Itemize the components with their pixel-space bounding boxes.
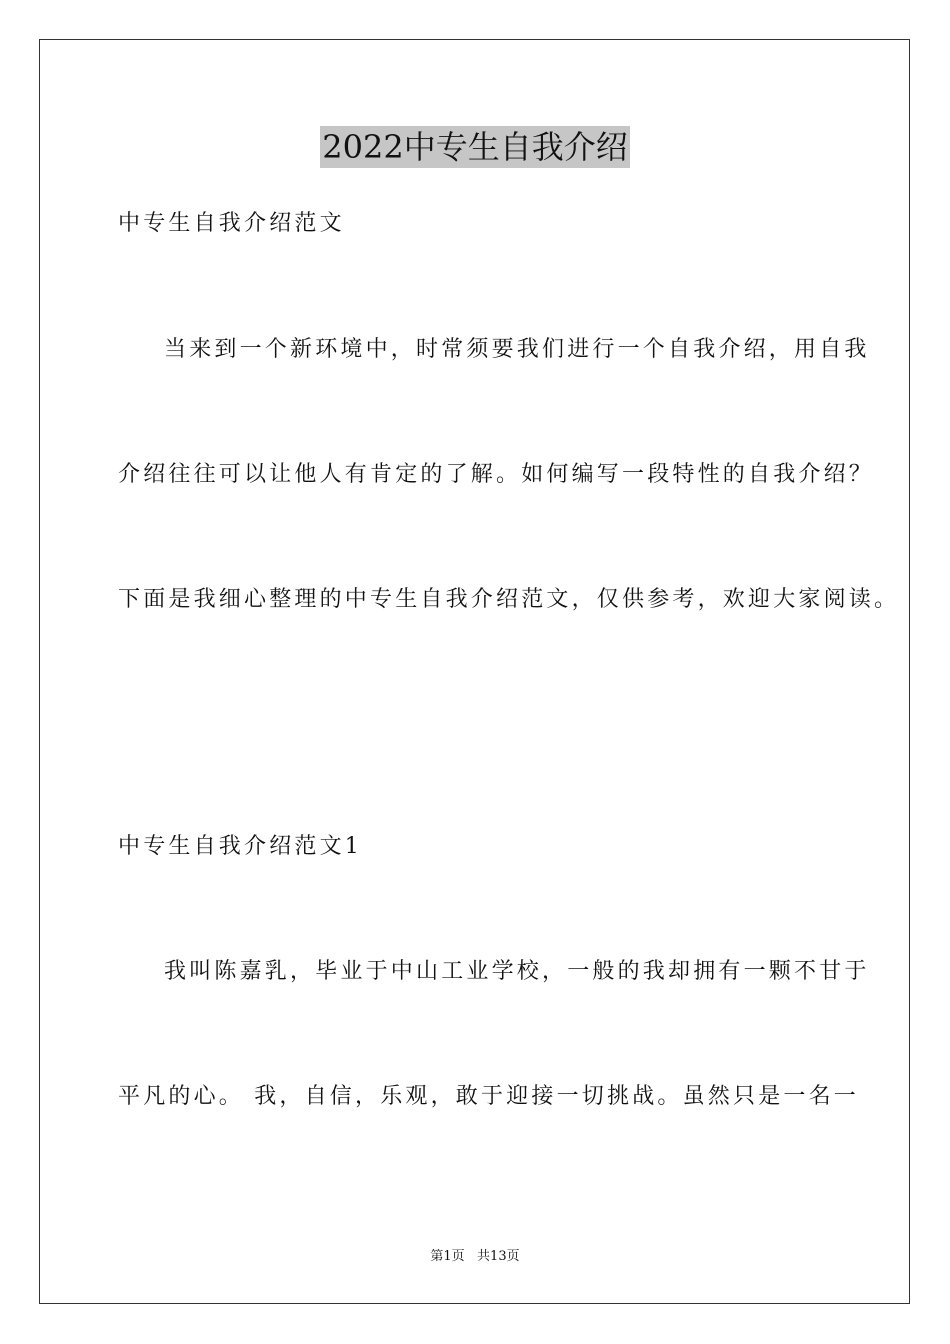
intro-line-1: 当来到一个新环境中，时常须要我们进行一个自我介绍，用自我 (164, 337, 870, 362)
intro-line-3: 下面是我细心整理的中专生自我介绍范文，仅供参考，欢迎大家阅读。 (118, 587, 900, 612)
title-container (0, 126, 950, 168)
intro-line-2: 介绍往往可以让他人有肯定的了解。如何编写一段特性的自我介绍？ (118, 462, 875, 487)
document-title: 2022中专生自我介绍 (322, 128, 628, 166)
section-line-2: 平凡的心。 我，自信，乐观，敢于迎接一切挑战。虽然只是一名一 (118, 1084, 859, 1109)
section-heading: 中专生自我介绍范文1 (118, 834, 362, 859)
document-subtitle: 中专生自我介绍范文 (118, 211, 345, 236)
page-footer: 第1页 共13页 (430, 1249, 520, 1264)
section-line-1: 我叫陈嘉乳，毕业于中山工业学校，一般的我却拥有一颗不甘于 (164, 959, 870, 984)
